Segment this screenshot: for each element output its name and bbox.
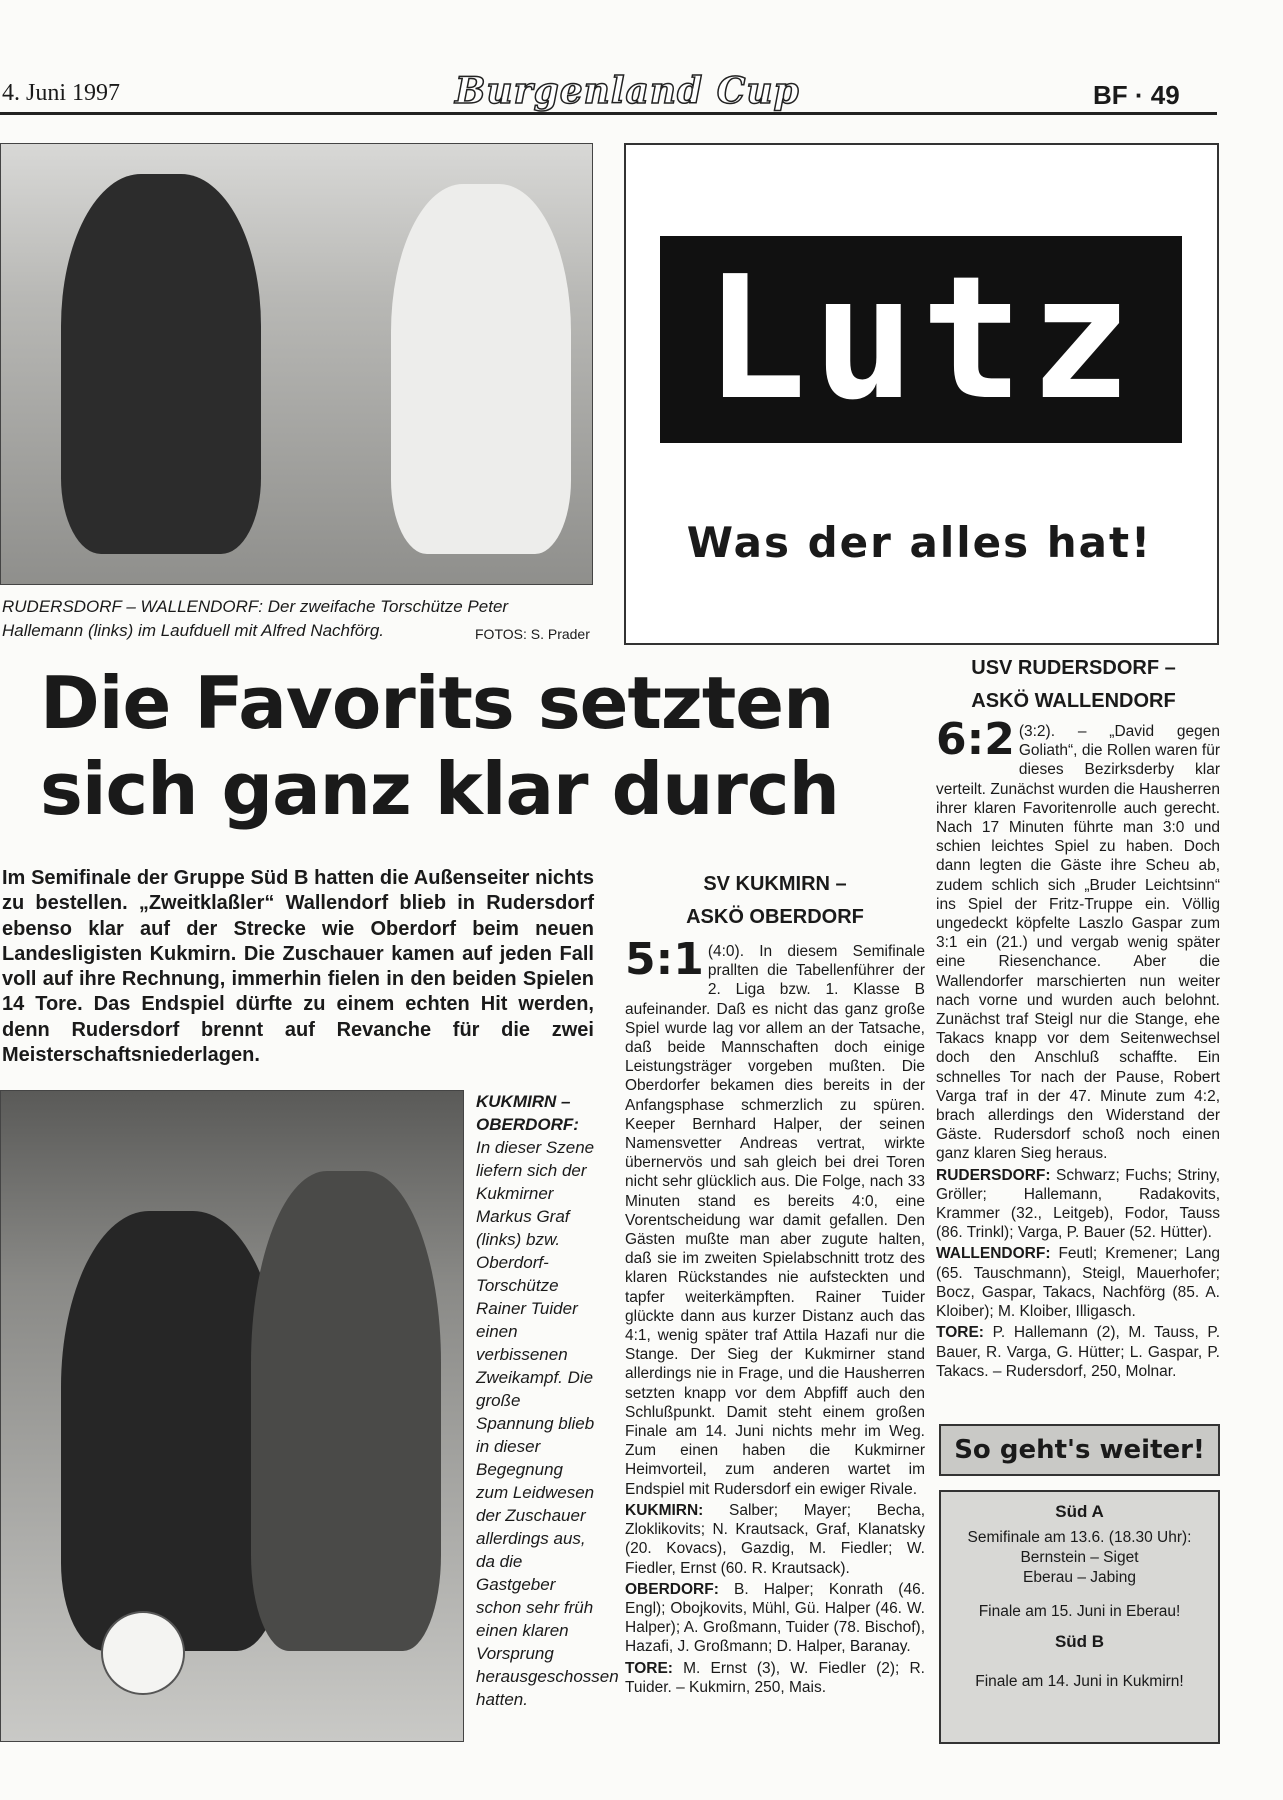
article-lead: Im Semifinale der Gruppe Süd B hatten die Außenseiter nichts zu bestellen. „Zweitklaßler“ Wallendorf blieb in Rudersdorf ebenso klar auf der Strecke wie Oberdorf beim neuen Landesligisten Kukmirn. Die Zuschauer kamen auf jeden Fall voll auf ihre Rechnung, immerhin fielen in den beiden Spielen 14 Tore. Das Endspiel dürfte zu einem echten Hit werden, denn Rudersdorf brennt auf Revanche für die zwei Meisterschaftsniederlagen.: [2, 867, 594, 1067]
issue-date: 4. Juni 1997: [2, 80, 121, 106]
header-rule: [0, 112, 1217, 115]
match2-lineup1: Schwarz; Fuchs; Striny, Gröller; Hallemann, Radakovits, Krammer (32., Leitgeb), Fodor, Tauss (86. Trinkl); Varga, P. Bauer (52. Hütter).: [936, 1166, 1220, 1242]
match2-heading: [936, 652, 1211, 718]
group-a-match-1: Bernstein – Siget: [1020, 1549, 1139, 1566]
match1-lineup1: Salber; Mayer; Becha, Zloklikovits; N. Krautsack, Graf, Klanatsky (20. Kovacs), Gazdig, M. Fiedler; W. Fiedler, Ernst (60. R. Krautsack).: [625, 1501, 925, 1577]
schedule-box: [939, 1490, 1220, 1744]
headline-line-1: Die Favorits setzten: [40, 661, 834, 745]
photo2-caption-text: In dieser Szene liefern sich der Kukmirner Markus Graf (links) bzw. Oberdorf-Torschütze Rainer Tuider einen verbissenen Zweikampf. Die große Spannung blieb in dieser Begegnung zum Leidwesen der Zuschauer allerdings aus, da die Gastgeber schon sehr früh einen klaren Vorsprung herausgeschossen hatten.: [476, 1138, 619, 1709]
match2-away: ASKÖ WALLENDORF: [971, 690, 1176, 712]
headline-line-2: sich ganz klar durch: [40, 747, 839, 831]
match2-goals-label: TORE:: [936, 1324, 984, 1342]
match1-report: [625, 934, 925, 1697]
match2-goals: P. Hallemann (2), M. Tauss, P. Bauer, R. Varga, G. Hütter; L. Gaspar, P. Takacs. – Rudersdorf, 250, Molnar.: [936, 1324, 1221, 1380]
football: [101, 1611, 185, 1695]
match1-goals: M. Ernst (3), W. Fiedler (2); R. Tuider. – Kukmirn, 250, Mais.: [625, 1659, 925, 1696]
photo2-caption-head: KUKMIRN – OBERDORF:: [476, 1092, 579, 1134]
photo2-caption: [476, 1090, 619, 1711]
match1-away: ASKÖ OBERDORF: [686, 906, 864, 928]
match2-report: [936, 714, 1221, 1381]
match2-text: (3:2). – „David gegen Goliath“, die Rollen waren für dieses Bezirksderby klar verteilt. Zunächst wurden die Hausherren ihrer klaren Favoritenrolle auch gerecht. Nach 17 Minuten führte man 3:0 und schien leichtes Spiel zu haben. Doch dann legten die Gäste ihre Scheu ab, zudem schlich sich „Bruder Leichtsinn“ ins Spiel der Fritz-Truppe ein. Völlig ungedeckt köpfelte Laszlo Gaspar zum 3:1 ein (21.) und vergab wenig später eine Riesenchance. Aber die Wallendorfer marschierten nun weiter nach vorne und wurden auch belohnt. Zunächst traf Steigl nur die Stange, ehe Takacs knapp vor dem Seitenwechsel doch den Anschluß schaffte. Ein schnelles Tor nach der Pause, Robert Varga traf in der 47. Minute zum 4:2, brach allerdings den Widerstand der Gäste. Rudersdorf schoß noch einen ganz klaren Sieg heraus.: [936, 723, 1220, 1163]
match2-lineup1-label: RUDERSDORF:: [936, 1166, 1051, 1184]
group-b-heading: Süd B: [1054, 1632, 1105, 1651]
match1-text: (4:0). In diesem Semifinale prallten die Tabellenführer der 2. Liga bzw. 1. Klasse B aufeinander. Daß es nicht das ganz große Spiel wurde lag vor allem an der Tatsache, daß beide Mannschaften doch einige Leistungsträger vorgeben mußten. Die Oberdorfer bekamen dies bereits in der Anfangsphase schmerzlich zu spüren. Keeper Bernhard Halper, der seinen Namensvetter Andreas vertrat, wirkte übernervös und sah gleich bei drei Toren nicht sehr glücklich aus. Die Folge, nach 33 Minuten stand es bereits 4:0, eine Vorentscheidung war damit gefallen. Den Gästen mußte man aber zugute halten, daß sie im zweiten Spielabschnitt trotz des klaren Rückstandes nie aufsteckten und tapfer weiterkämpften. Rainer Tuider glückte dann aus kurzer Distanz auch das 4:1, wenig später traf Attila Hazafi nur die Stange. Der Sieg der Kukmirner stand allerdings nie in Frage, und die Hausherren setzten knapp vor dem Abpfiff auch den Schlußpunkt. Damit steht einem großen Finale am 14. Juni nichts mehr im Weg. Zum einen haben die Kukmirner Heimvorteil, zum anderen wartet im Endspiel mit Rudersdorf ein ewiger Rivale.: [625, 943, 925, 1498]
match1-lineup2-label: OBERDORF:: [625, 1580, 719, 1598]
group-a-final: Finale am 15. Juni in Eberau!: [978, 1603, 1181, 1620]
ad-brand-logo: Lutz: [704, 240, 1138, 438]
player-dark-figure: [61, 174, 261, 554]
match-photo-rudersdorf: [0, 143, 593, 585]
photo-credit: FOTOS: S. Prader: [475, 626, 590, 642]
article-headline: [40, 660, 920, 832]
schedule-title: So geht's weiter!: [939, 1424, 1220, 1476]
ad-slogan: Was der alles hat!: [686, 518, 1153, 567]
group-b-final: Finale am 14. Juni in Kukmirn!: [975, 1673, 1184, 1690]
match1-home: SV KUKMIRN –: [703, 873, 847, 895]
match1-lineup2: B. Halper; Konrath (46. Engl); Obojkovits, Mühl, Gü. Halper (46. W. Halper); A. Großmann, Tuider (78. Bischof), Hazafi, J. Großmann; D. Halper, Baranay.: [625, 1580, 925, 1656]
match1-goals-label: TORE:: [625, 1659, 673, 1677]
match1-score: 5:1: [625, 934, 704, 985]
photo1-caption: RUDERSDORF – WALLENDORF: Der zweifache Torschütze Peter Hallemann (links) im Laufduell mit Alfred Nachförg.: [2, 597, 509, 640]
group-a-match-2: Eberau – Jabing: [1023, 1569, 1136, 1586]
player-light-figure: [391, 184, 571, 554]
match1-lineup1-label: KUKMIRN:: [625, 1501, 704, 1519]
match-photo-kukmirn: [0, 1090, 464, 1742]
group-a-semifinal: Semifinale am 13.6. (18.30 Uhr):: [967, 1529, 1192, 1546]
match2-score: 6:2: [936, 714, 1015, 765]
section-title: Burgenland Cup: [455, 70, 800, 112]
match2-lineup2-label: WALLENDORF:: [936, 1245, 1051, 1263]
player-kukmirn-figure: [61, 1211, 281, 1651]
group-a-heading: Süd A: [1055, 1502, 1104, 1521]
match2-home: USV RUDERSDORF –: [971, 657, 1176, 679]
match1-heading: [625, 868, 925, 934]
player-oberdorf-figure: [251, 1171, 441, 1651]
match2-lineup2: Feutl; Kremener; Lang (65. Tauschmann), Steigl, Mauerhofer; Bocz, Gaspar, Takacs, Nachförg (85. A. Kloiber); M. Kloiber, Illigasch.: [936, 1245, 1220, 1321]
page-number: BF · 49: [1093, 80, 1180, 110]
